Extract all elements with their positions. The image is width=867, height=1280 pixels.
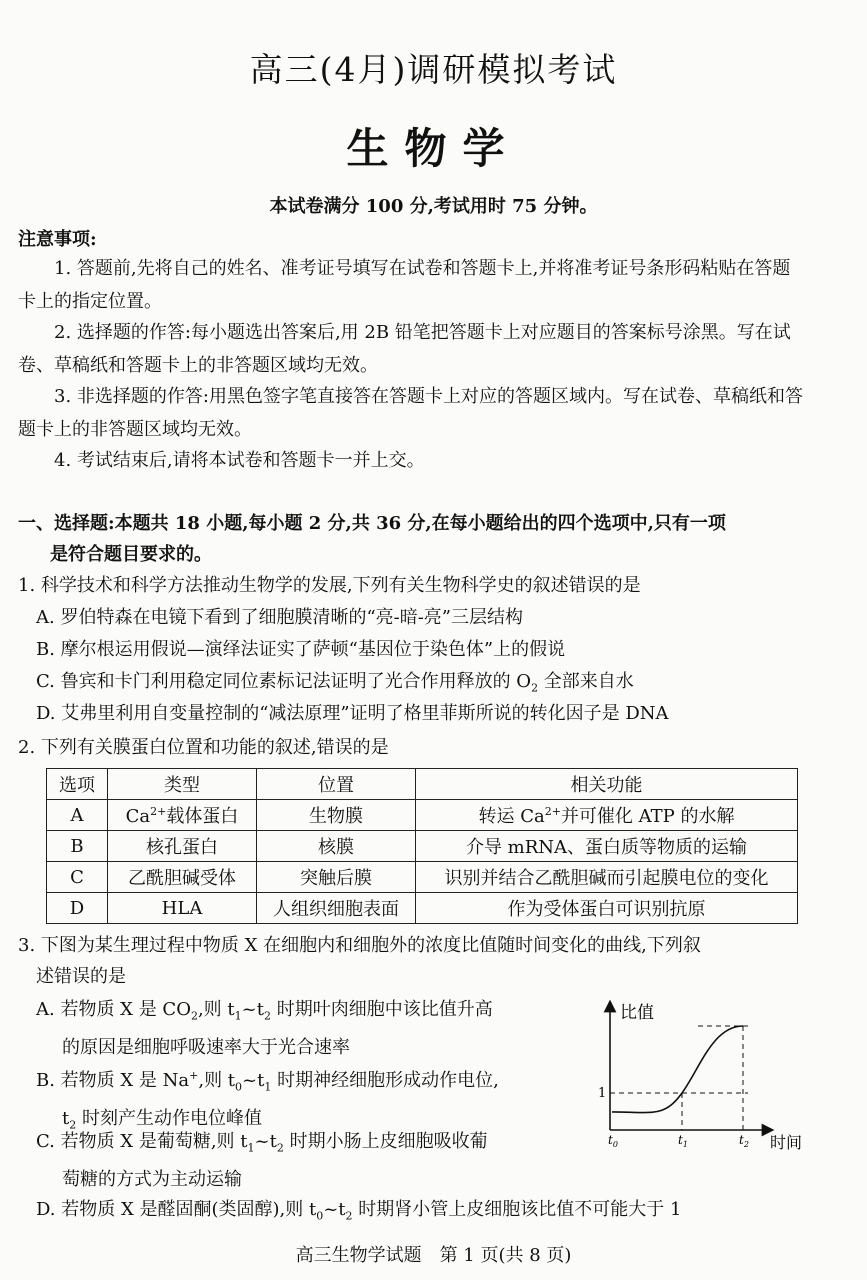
section-heading-line2: 是符合题目要求的。: [50, 544, 212, 565]
table-row: [47, 862, 798, 893]
table-cell: 识别并结合乙酰胆碱而引起膜电位的变化: [416, 862, 798, 893]
table-cell: 突触后膜: [257, 862, 416, 893]
x-tick-label: $t_1$: [678, 1133, 688, 1149]
table-cell: 转运 $Ca^{2+}$并可催化 ATP 的水解: [416, 800, 798, 831]
question-3-option-b: B. 若物质 X 是 Na+,则 $t_0\sim t_1$ 时期神经细胞形成动作电位, $t_2$ 时刻产生动作电位峰值: [36, 1069, 499, 1132]
section-heading: [18, 508, 818, 570]
question-2-stem: 2. 下列有关膜蛋白位置和功能的叙述,错误的是: [18, 737, 389, 758]
membrane-protein-table: [46, 768, 798, 924]
question-3-option-a: A. 若物质 X 是 $CO_2$,则 $t_1\sim t_2$ 时期叶肉细胞中该比值升高 的原因是细胞呼吸速率大于光合速率: [36, 999, 493, 1058]
y-axis-label: 比值: [620, 1003, 654, 1023]
x-axis-label: 时间: [770, 1133, 803, 1152]
page-footer: 高三生物学试题 第 1 页(共 8 页): [295, 1245, 572, 1266]
table-row: [47, 831, 798, 862]
table-cell: A: [47, 800, 108, 831]
note-item: 3. 非选择题的作答:用黑色签字笔直接答在答题卡上对应的答题区域内。写在试卷、草稿纸和答题卡上的非答题区域均无效。: [18, 386, 803, 440]
table-header-cell: 位置: [257, 769, 416, 800]
table-cell: 作为受体蛋白可识别抗原: [416, 893, 798, 924]
table-cell: 生物膜: [257, 800, 416, 831]
table-header-cell: 相关功能: [416, 769, 798, 800]
subject-title: 生物学: [346, 124, 521, 173]
notes-heading: 注意事项:: [18, 229, 97, 250]
table-cell: B: [47, 831, 108, 862]
exam-title: 高三(4月)调研模拟考试: [249, 50, 618, 89]
table-cell: 人组织细胞表面: [257, 893, 416, 924]
table-cell: 介导 mRNA、蛋白质等物质的运输: [416, 831, 798, 862]
note-item: 2. 选择题的作答:每小题选出答案后,用 2B 铅笔把答题卡上对应题目的答案标号涂黑。写在试卷、草稿纸和答题卡上的非答题区域均无效。: [18, 322, 791, 376]
question-3-option-d: D. 若物质 X 是醛固酮(类固醇),则 $t_0\sim t_2$ 时期肾小管上皮细胞该比值不可能大于 1: [36, 1199, 682, 1223]
concentration-ratio-chart: [598, 996, 818, 1156]
table-cell: $Ca^{2+}$载体蛋白: [108, 800, 257, 831]
x-tick-label: $t_2$: [739, 1133, 749, 1149]
question-1-stem: 1. 科学技术和科学方法推动生物学的发展,下列有关生物科学史的叙述错误的是: [18, 575, 641, 596]
table-row: [47, 800, 798, 831]
table-cell: 乙酰胆碱受体: [108, 862, 257, 893]
table-cell: 核孔蛋白: [108, 831, 257, 862]
table-row: [47, 893, 798, 924]
table-cell: 核膜: [257, 831, 416, 862]
table-cell: D: [47, 893, 108, 924]
question-3-stem: 3. 下图为某生理过程中物质 X 在细胞内和细胞外的浓度比值随时间变化的曲线,下列叙 述错误的是: [18, 935, 701, 987]
y-tick-label: 1: [598, 1086, 607, 1101]
question-1-option-c: C. 鲁宾和卡门利用稳定同位素标记法证明了光合作用释放的 $O_2$ 全部来自水: [36, 671, 634, 695]
table-cell: HLA: [108, 893, 257, 924]
note-item: 4. 考试结束后,请将本试卷和答题卡一并上交。: [54, 450, 425, 471]
score-line: 本试卷满分 100 分,考试用时 75 分钟。: [269, 196, 598, 217]
note-item: 1. 答题前,先将自己的姓名、准考证号填写在试卷和答题卡上,并将准考证号条形码粘贴在答题卡上的指定位置。: [18, 258, 791, 312]
table-cell: C: [47, 862, 108, 893]
question-1-option-b: B. 摩尔根运用假说—演绎法证实了萨顿“基因位于染色体”上的假说: [36, 639, 566, 660]
table-header-row: [47, 769, 798, 800]
x-tick-label: $t_0$: [608, 1133, 618, 1149]
table-header-cell: 类型: [108, 769, 257, 800]
question-3-option-c: C. 若物质 X 是葡萄糖,则 $t_1\sim t_2$ 时期小肠上皮细胞吸收葡 萄糖的方式为主动运输: [36, 1131, 488, 1190]
question-1-option-d: D. 艾弗里利用自变量控制的“减法原理”证明了格里菲斯所说的转化因子是 DNA: [36, 703, 669, 724]
section-heading-line1: 一、选择题:本题共 18 小题,每小题 2 分,共 36 分,在每小题给出的四个选项中,只有一项: [18, 513, 726, 534]
table-header-cell: 选项: [47, 769, 108, 800]
question-1-option-a: A. 罗伯特森在电镜下看到了细胞膜清晰的“亮-暗-亮”三层结构: [36, 607, 524, 628]
series-line: [612, 1026, 743, 1113]
